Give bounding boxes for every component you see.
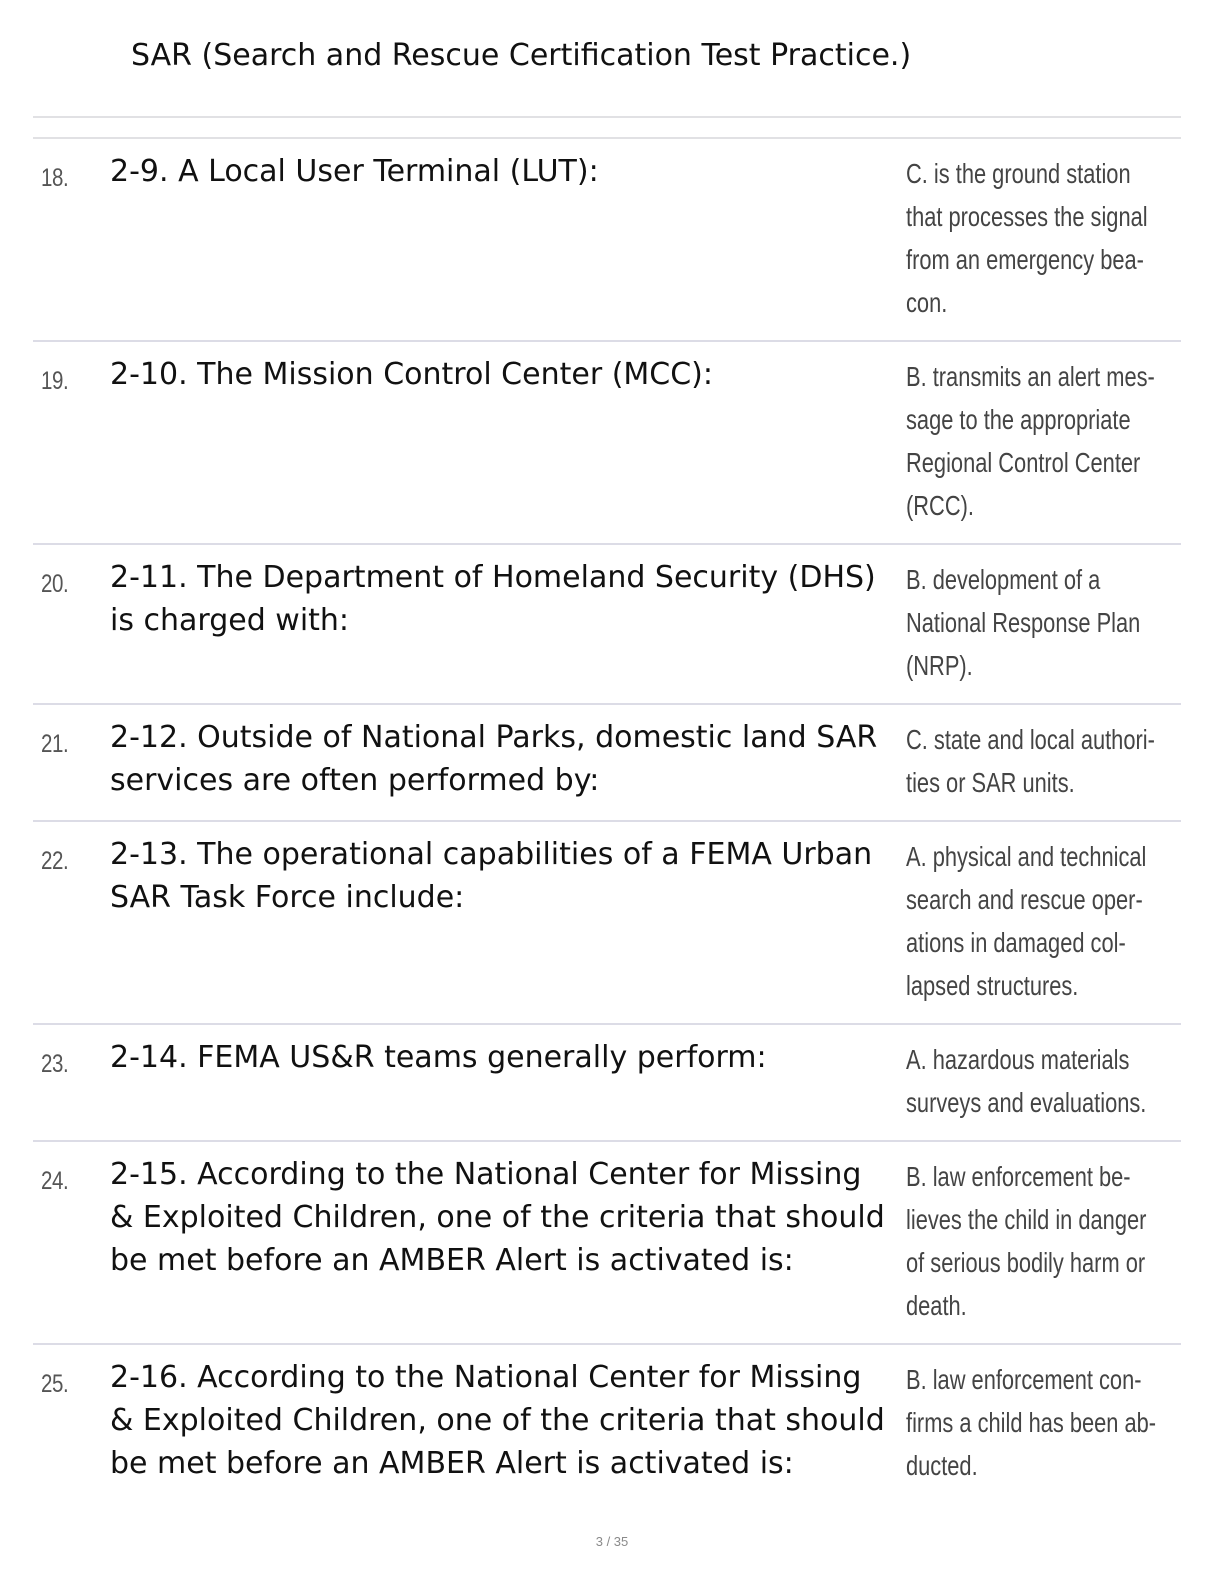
- card-question: 2-13. The operational capabilities of a FEMA Urban SAR Task Force include:: [110, 837, 873, 915]
- card-answer: B. transmits an alert mes- sage to the appropriate Regional Control Center (RCC).: [906, 361, 1155, 521]
- flashcard-list: [33, 139, 1181, 1505]
- card-question: 2-14. FEMA US&R teams generally perform:: [110, 1040, 767, 1075]
- card-answer: C. state and local authori- ties or SAR units.: [906, 724, 1155, 798]
- flashcard-row: [33, 1142, 1181, 1345]
- card-question: 2-9. A Local User Terminal (LUT):: [110, 154, 599, 189]
- flashcard-row: [33, 705, 1181, 822]
- card-answer: A. physical and technical search and rescue oper- ations in damaged col- lapsed structures.: [906, 841, 1147, 1001]
- card-question: 2-10. The Mission Control Center (MCC):: [110, 357, 713, 392]
- card-number: 24.: [41, 1167, 69, 1195]
- page-number: 3 / 35: [595, 1534, 629, 1549]
- card-answer: C. is the ground station that processes the signal from an emergency bea- con.: [906, 158, 1148, 318]
- card-number: 22.: [41, 847, 69, 875]
- flashcard-row: [33, 1345, 1181, 1505]
- card-number: 19.: [41, 367, 69, 395]
- header-divider: [33, 116, 1181, 118]
- card-number: 23.: [41, 1050, 69, 1078]
- card-answer: B. development of a National Response Plan (NRP).: [906, 564, 1141, 681]
- card-question: 2-11. The Department of Homeland Security (DHS) is charged with:: [110, 560, 876, 638]
- card-number: 21.: [41, 730, 69, 758]
- card-answer: A. hazardous materials surveys and evaluations.: [906, 1044, 1147, 1118]
- flashcard-row: [33, 1025, 1181, 1142]
- card-number: 25.: [41, 1370, 69, 1398]
- card-answer: B. law enforcement con- firms a child has been ab- ducted.: [906, 1364, 1157, 1481]
- card-answer: B. law enforcement be- lieves the child in danger of serious bodily harm or death.: [906, 1161, 1147, 1321]
- card-question: 2-16. According to the National Center for Missing & Exploited Children, one of the criteria that should be met before an AMBER Alert is activated is:: [110, 1360, 885, 1481]
- document-title: SAR (Search and Rescue Certification Test Practice.): [131, 38, 912, 73]
- card-question: 2-15. According to the National Center for Missing & Exploited Children, one of the criteria that should be met before an AMBER Alert is activated is:: [110, 1157, 885, 1278]
- flashcard-row: [33, 822, 1181, 1025]
- flashcard-row: [33, 545, 1181, 705]
- card-number: 18.: [41, 164, 69, 192]
- flashcard-row: [33, 139, 1181, 342]
- flashcard-row: [33, 342, 1181, 545]
- card-question: 2-12. Outside of National Parks, domestic land SAR services are often performed by:: [110, 720, 878, 798]
- card-number: 20.: [41, 570, 69, 598]
